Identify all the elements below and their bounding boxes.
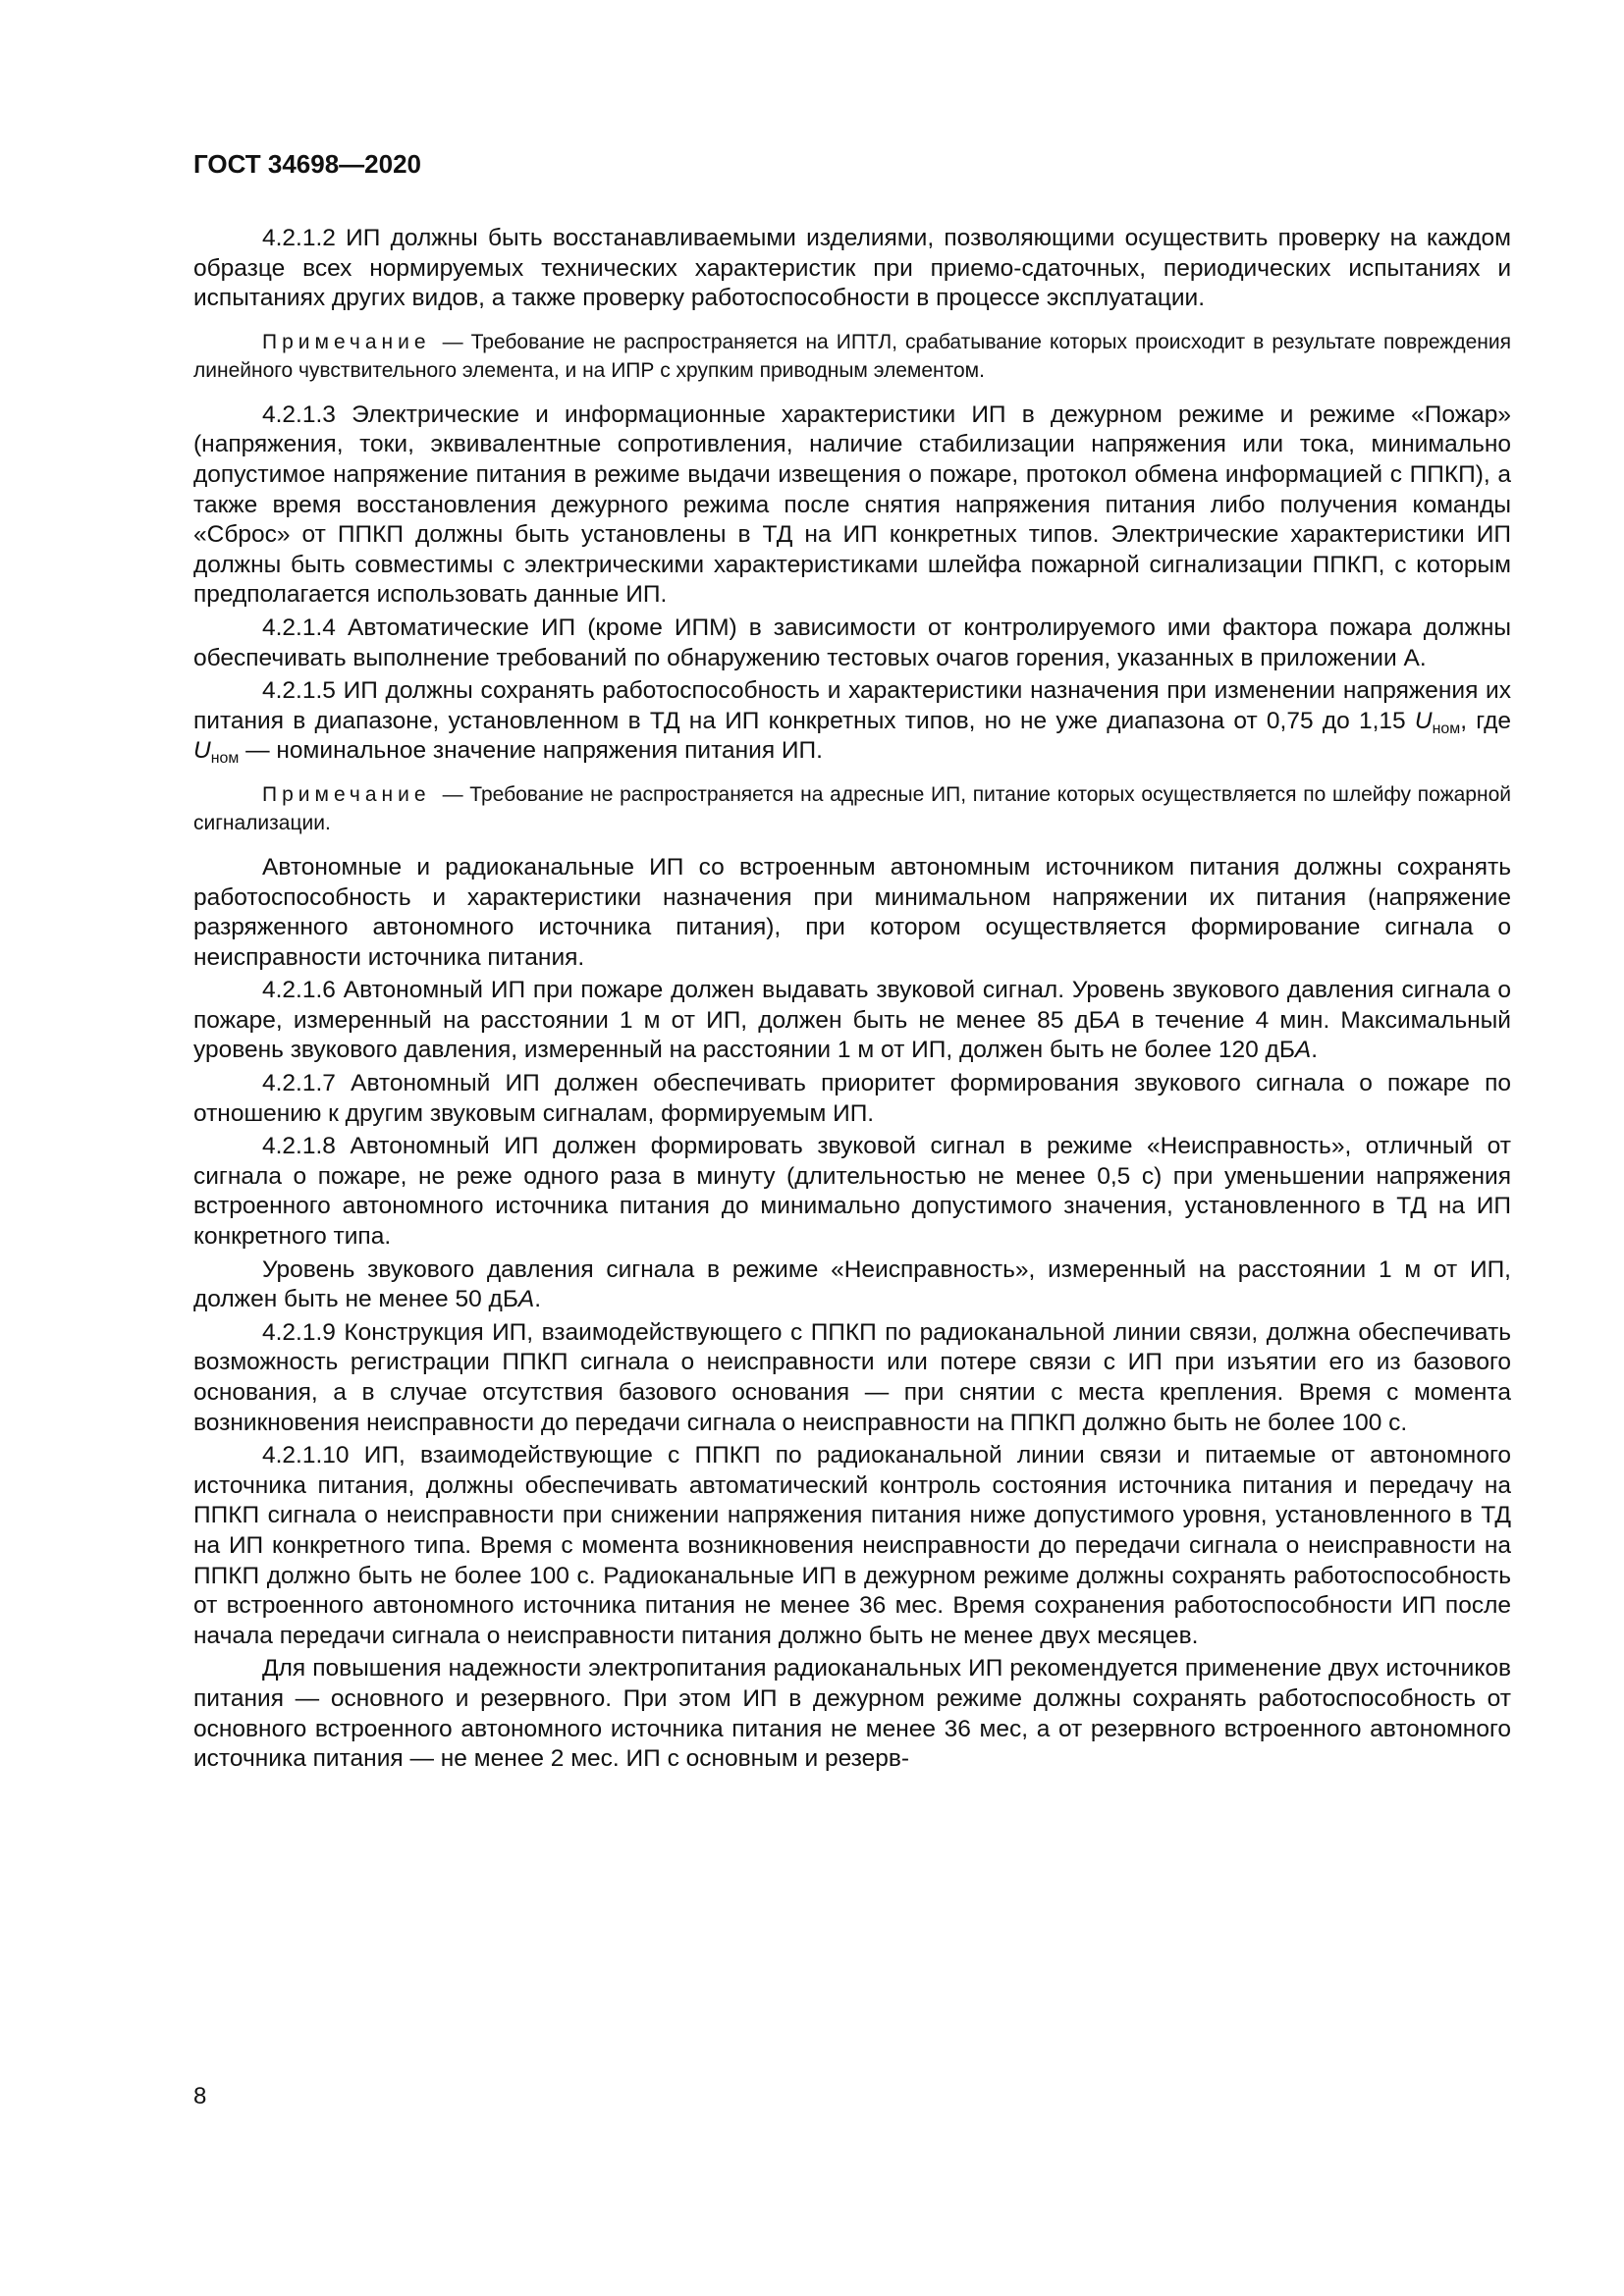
note-1 <box>193 328 1511 385</box>
note-2-text: — Требование не распространяется на адресные ИП, питание которых осуществляется по шлейфу пожарной сигнализации. <box>193 782 1511 834</box>
clause-4-2-1-6-text-c: . <box>1311 1037 1319 1064</box>
clause-4-2-1-10: 4.2.1.10 ИП, взаимодействующие с ППКП по радиоканальной линии связи и питаемые от автономного источника питания, должны обеспечивать автоматический контроль состояния источника питания и передачу на ППКП сигнала о неисправности при снижении напряжения питания ниже допустимого уровня, установленного в ТД на ИП конкретного типа. Время с момента возникновения неисправности до передачи сигнала о неисправности на ППКП должно быть не более 100 с. Радиоканальные ИП в дежурном режиме должны сохранять работоспособность от встроенного автономного источника питания не менее 36 мес. Время сохранения работоспособности ИП после начала передачи сигнала о неисправности питания должно быть не менее двух месяцев. <box>193 1442 1511 1649</box>
sound-level-text-b: . <box>534 1286 542 1313</box>
clause-4-2-1-3: 4.2.1.3 Электрические и информационные характеристики ИП в дежурном режиме и режиме «Пожар» (напряжения, токи, эквивалентные сопротивления, наличие стабилизации напряжения или тока, минимально допустимое напряжение питания в режиме выдачи извещения о пожаре, протокол обмена информацией с ППКП), а также время восстановления дежурного режима после снятия напряжения питания либо получения команды «Сброс» от ППКП должны быть установлены в ТД на ИП конкретных типов. Электрические характеристики ИП должны быть совместимы с электрическими характеристиками шлейфа пожарной сигнализации ППКП, с которым предполагается использовать данные ИП. <box>193 400 1511 609</box>
note-2 <box>193 780 1511 837</box>
clause-4-2-1-5-text-a: 4.2.1.5 ИП должны сохранять работоспособность и характеристики назначения при изменении напряжения их питания в диапазоне, установленном в ТД на ИП конкретных типов, но не уже диапазона от 0,75 до 1,15 <box>193 677 1511 734</box>
clause-4-2-1-6 <box>193 976 1511 1066</box>
voltage-symbol: U <box>1414 707 1433 734</box>
page-number: 8 <box>193 2083 207 2109</box>
clause-4-2-1-4: 4.2.1.4 Автоматические ИП (кроме ИПМ) в зависимости от контролируемого ими фактора пожара должны обеспечивать выполнение требований по обнаружению тестовых очагов горения, указанных в приложении А. <box>193 614 1511 671</box>
clause-4-2-1-7: 4.2.1.7 Автономный ИП должен обеспечивать приоритет формирования звукового сигнала о пожаре по отношению к другим звуковым сигналам, формируемым ИП. <box>193 1070 1511 1127</box>
unit-weighting: А <box>1294 1037 1312 1064</box>
sound-level-paragraph <box>193 1255 1511 1315</box>
reliability-paragraph: Для повышения надежности электропитания радиоканальных ИП рекомендуется применение двух источников питания — основного и резервного. При этом ИП в дежурном режиме должны сохранять работоспособность от основного встроенного автономного источника питания не менее 36 мес, а от резервного встроенного автономного источника питания — не менее 2 мес. ИП с основным и резерв- <box>193 1655 1511 1773</box>
note-1-label: Примечание <box>262 330 431 353</box>
voltage-symbol: U <box>193 737 211 765</box>
clause-4-2-1-9: 4.2.1.9 Конструкция ИП, взаимодействующего с ППКП по радиоканальной линии связи, должна обеспечивать возможность регистрации ППКП сигнала о неисправности или потере связи с ИП при изъятии его из базового основания, а в случае отсутствия базового основания — при снятии с места крепления. Время с момента возникновения неисправности до передачи сигнала о неисправности на ППКП должно быть не более 100 с. <box>193 1318 1511 1436</box>
clause-4-2-1-5-text-c: — номинальное значение напряжения питания ИП. <box>239 737 823 765</box>
document-header: ГОСТ 34698—2020 <box>193 149 421 179</box>
unit-weighting: А <box>517 1286 535 1313</box>
voltage-subscript: ном <box>1432 720 1461 737</box>
unit-weighting: А <box>1104 1006 1121 1034</box>
sound-level-text-a: Уровень звукового давления сигнала в режиме «Неисправность», измеренный на расстоянии 1 м от ИП, должен быть не менее 50 дБ <box>193 1255 1511 1313</box>
page-body <box>193 224 1511 1778</box>
clause-4-2-1-6-text-b: в течение 4 мин. Максимальный уровень звукового давления, измеренный на расстоянии 1 м от ИП, должен быть не более 120 дБ <box>193 1006 1511 1064</box>
note-2-label: Примечание <box>262 782 431 806</box>
autonomous-paragraph: Автономные и радиоканальные ИП со встроенным автономным источником питания должны сохранять работоспособность и характеристики назначения при минимальном напряжении их питания (напряжение разряженного автономного источника питания), при котором осуществляется формирование сигнала о неисправности источника питания. <box>193 853 1511 971</box>
note-1-text: — Требование не распространяется на ИПТЛ, срабатывание которых происходит в результате повреждения линейного чувствительного элемента, и на ИПР с хрупким приводным элементом. <box>193 330 1511 382</box>
clause-4-2-1-6-text-a: 4.2.1.6 Автономный ИП при пожаре должен выдавать звуковой сигнал. Уровень звукового давления сигнала о пожаре, измеренный на расстоянии 1 м от ИП, должен быть не менее 85 дБ <box>193 977 1511 1034</box>
clause-4-2-1-5-text-b: , где <box>1460 707 1511 734</box>
clause-4-2-1-8: 4.2.1.8 Автономный ИП должен формировать звуковой сигнал в режиме «Неисправность», отличный от сигнала о пожаре, не реже одного раза в минуту (длительностью не менее 0,5 с) при уменьшении напряжения встроенного автономного источника питания до минимально допустимого значения, установленного в ТД на ИП конкретного типа. <box>193 1133 1511 1251</box>
voltage-subscript: ном <box>210 750 240 768</box>
clause-4-2-1-2: 4.2.1.2 ИП должны быть восстанавливаемыми изделиями, позволяющими осуществить проверку на каждом образце всех нормируемых технических характеристик при приемо-сдаточных, периодических испытаниях и испытаниях других видов, а также проверку работоспособности в процессе эксплуатации. <box>193 225 1511 312</box>
clause-4-2-1-5 <box>193 676 1511 767</box>
